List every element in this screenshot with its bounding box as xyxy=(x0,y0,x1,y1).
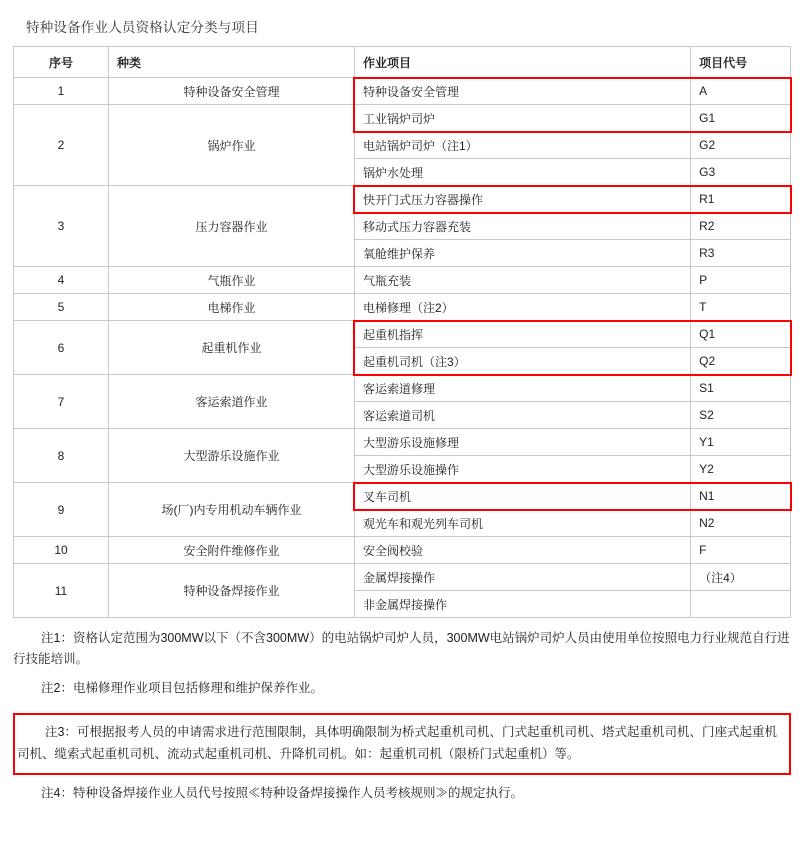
cell-item: 移动式压力容器充装 xyxy=(354,213,690,240)
cell-num: 1 xyxy=(14,78,109,105)
table-header-row xyxy=(14,47,791,78)
cell-item: 特种设备安全管理 xyxy=(354,78,690,105)
cell-code: G3 xyxy=(691,159,791,186)
table-row xyxy=(14,375,791,402)
cell-num: 7 xyxy=(14,375,109,429)
cell-num: 5 xyxy=(14,294,109,321)
cell-item: 快开门式压力容器操作 xyxy=(354,186,690,213)
cell-code: Y1 xyxy=(691,429,791,456)
cell-code: G1 xyxy=(691,105,791,132)
cell-num: 4 xyxy=(14,267,109,294)
cell-item: 客运索道修理 xyxy=(354,375,690,402)
cell-item: 气瓶充装 xyxy=(354,267,690,294)
cell-kind: 大型游乐设施作业 xyxy=(108,429,354,483)
cell-kind: 特种设备焊接作业 xyxy=(108,564,354,618)
cell-num: 3 xyxy=(14,186,109,267)
column-header-item: 作业项目 xyxy=(354,47,690,78)
cell-num: 9 xyxy=(14,483,109,537)
page-title: 特种设备作业人员资格认定分类与项目 xyxy=(26,20,259,35)
column-header-code: 项目代号 xyxy=(691,47,791,78)
cell-item: 起重机司机（注3） xyxy=(354,348,690,375)
note-text: 注4：特种设备焊接作业人员代号按照≪特种设备焊接操作人员考核规则≫的规定执行。 xyxy=(41,786,523,800)
table-row xyxy=(14,105,791,132)
cell-item: 观光车和观光列车司机 xyxy=(354,510,690,537)
cell-code: Q1 xyxy=(691,321,791,348)
cell-code: Y2 xyxy=(691,456,791,483)
cell-item: 氧舱维护保养 xyxy=(354,240,690,267)
cell-code: R3 xyxy=(691,240,791,267)
cell-code: F xyxy=(691,537,791,564)
cell-kind: 客运索道作业 xyxy=(108,375,354,429)
table-header xyxy=(14,47,791,78)
cell-kind: 锅炉作业 xyxy=(108,105,354,186)
column-header-num: 序号 xyxy=(14,47,109,78)
table-body xyxy=(14,78,791,618)
cell-num: 6 xyxy=(14,321,109,375)
table-row xyxy=(14,564,791,591)
notes-section xyxy=(13,628,791,804)
cell-item: 非金属焊接操作 xyxy=(354,591,690,618)
table-row xyxy=(14,429,791,456)
column-header-kind: 种类 xyxy=(108,47,354,78)
cell-code xyxy=(691,591,791,618)
table-row xyxy=(14,537,791,564)
qualification-table xyxy=(13,46,791,618)
cell-num: 11 xyxy=(14,564,109,618)
cell-kind: 场(厂)内专用机动车辆作业 xyxy=(108,483,354,537)
cell-item: 金属焊接操作 xyxy=(354,564,690,591)
cell-kind: 起重机作业 xyxy=(108,321,354,375)
table-row xyxy=(14,186,791,213)
cell-item: 电梯修理（注2） xyxy=(354,294,690,321)
note-text: 注3：可根据报考人员的申请需求进行范围限制，具体明确限制为桥式起重机司机、门式起重机司机、塔式起重机司机、门座式起重机司机、缆索式起重机司机、流动式起重机司机、升降机司机。如：起重机司机（限桥门式起重机）等。 xyxy=(17,725,777,761)
table-row xyxy=(14,78,791,105)
cell-code: S2 xyxy=(691,402,791,429)
table-row xyxy=(14,294,791,321)
note-highlighted xyxy=(13,713,791,775)
cell-item: 客运索道司机 xyxy=(354,402,690,429)
note-text: 注1：资格认定范围为300MW以下（不含300MW）的电站锅炉司炉人员，300MW电站锅炉司炉人员由使用单位按照电力行业规范自行进行技能培训。 xyxy=(13,631,790,666)
table-row xyxy=(14,267,791,294)
cell-kind: 气瓶作业 xyxy=(108,267,354,294)
cell-code: Q2 xyxy=(691,348,791,375)
cell-kind: 特种设备安全管理 xyxy=(108,78,354,105)
cell-code: G2 xyxy=(691,132,791,159)
cell-code: R2 xyxy=(691,213,791,240)
cell-num: 2 xyxy=(14,105,109,186)
cell-num: 10 xyxy=(14,537,109,564)
cell-code: N2 xyxy=(691,510,791,537)
cell-kind: 安全附件维修作业 xyxy=(108,537,354,564)
cell-item: 大型游乐设施操作 xyxy=(354,456,690,483)
table-row xyxy=(14,483,791,510)
cell-code: （注4） xyxy=(691,564,791,591)
note-text: 注2：电梯修理作业项目包括修理和维护保养作业。 xyxy=(41,681,323,695)
cell-code: N1 xyxy=(691,483,791,510)
cell-item: 安全阀校验 xyxy=(354,537,690,564)
cell-code: T xyxy=(691,294,791,321)
cell-item: 大型游乐设施修理 xyxy=(354,429,690,456)
cell-kind: 电梯作业 xyxy=(108,294,354,321)
cell-num: 8 xyxy=(14,429,109,483)
cell-item: 工业锅炉司炉 xyxy=(354,105,690,132)
cell-code: R1 xyxy=(691,186,791,213)
cell-kind: 压力容器作业 xyxy=(108,186,354,267)
cell-code: A xyxy=(691,78,791,105)
cell-code: S1 xyxy=(691,375,791,402)
cell-item: 起重机指挥 xyxy=(354,321,690,348)
cell-item: 锅炉水处理 xyxy=(354,159,690,186)
cell-code: P xyxy=(691,267,791,294)
table-row xyxy=(14,321,791,348)
cell-item: 电站锅炉司炉（注1） xyxy=(354,132,690,159)
cell-item: 叉车司机 xyxy=(354,483,690,510)
